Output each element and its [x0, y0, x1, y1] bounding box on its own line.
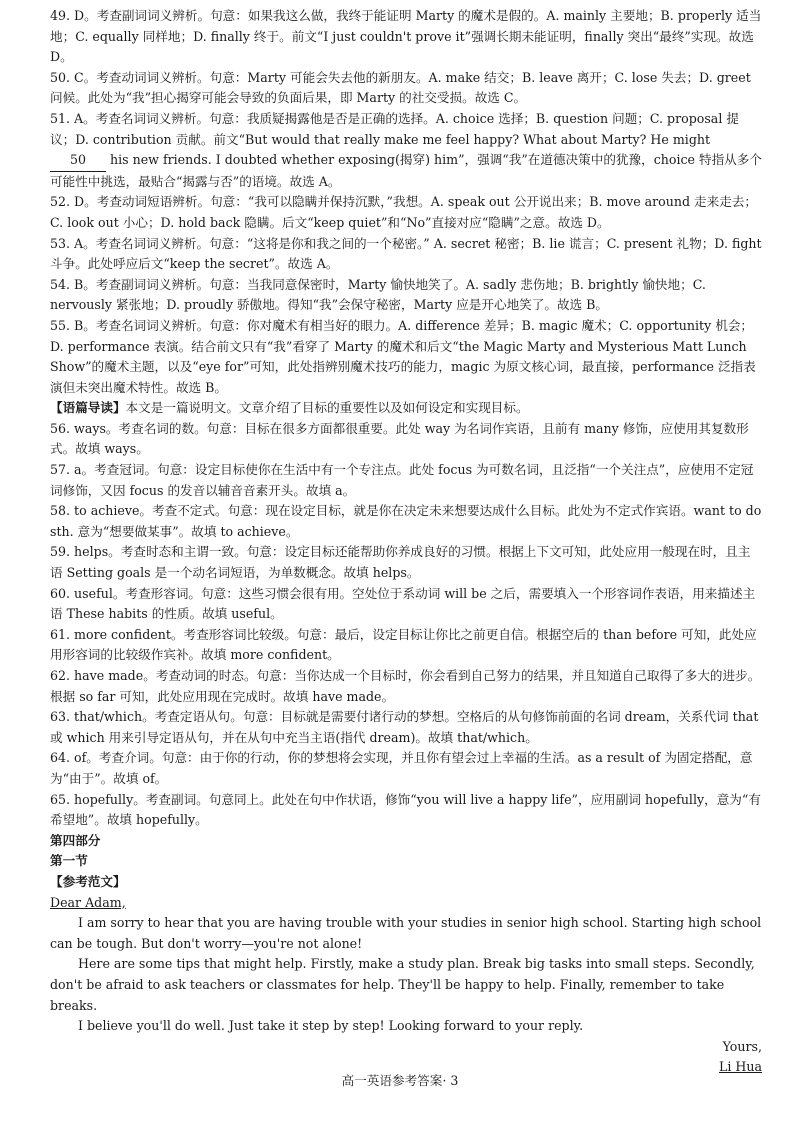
- letter-paragraph-2: Here are some tips that might help. Firstly, make a study plan. Break big tasks into small steps. Secondly, don't be afraid to ask teachers or classmates for help. They'll be happy to help. Finally, remember to take breaks.: [50, 956, 755, 1013]
- item-text: D。考查副词词义辨析。句意：如果我这么做，我终于能证明 Marty 的魔术是假的。A. mainly 主要地；B. properly 适当地；C. equally 同样地；D. finally 终于。前文“I just couldn't prove it”强调长期未能证明，finally 突出“最终”实现。故选 D。: [50, 8, 762, 65]
- item-text: A。考查名词词义辨析。句意：“这将是你和我之间的一个秘密。” A. secret 秘密；B. lie 谎言；C. present 礼物；D. fight 斗争。此处呼应后文“keep the secret”。故选 A。: [50, 235, 762, 272]
- item-text-after: his new friends. I doubted whether exposing(揭穿) him”，强调“我”在道德决策中的犹豫，choice 特指从多个可能性中挑选，最贴合“揭露与否”的语境。故选 A。: [50, 152, 762, 189]
- answer-item-49: [50, 6, 762, 68]
- item-text: useful。考查形容词。句意：这些习惯会很有用。空处位于系动词 will be 之后，需要填入一个形容词作表语，用来描述主语 These habits 的性质。故填 useful。: [50, 585, 756, 622]
- item-text: ways。考查名词的数。句意：目标在很多方面都很重要。此处 way 为名词作宾语，且前有 many 修饰，应使用其复数形式。故填 ways。: [50, 420, 749, 457]
- item-number: 54.: [50, 276, 71, 292]
- answer-page: [50, 6, 762, 1078]
- item-text: B。考查副词词义辨析。句意：当我同意保密时，Marty 愉快地笑了。A. sadly 悲伤地；B. brightly 愉快地；C. nervously 紧张地；D. proudly 骄傲地。得知“我”会保守秘密，Marty 应是开心地笑了。故选 B。: [50, 276, 706, 313]
- letter-paragraph-1: I am sorry to hear that you are having trouble with your studies in senior high school. Starting high school can be tough. But don't worry—you're not alone!: [50, 915, 762, 951]
- answer-item-62: [50, 666, 762, 707]
- item-number: 60.: [50, 585, 71, 601]
- item-text: that/which。考查定语从句。句意：目标就是需要付诸行动的梦想。空格后的从句修饰前面的名词 dream，关系代词 that 或 which 用来引导定语从句，并在从句中充当主语(指代 dream)。故填 that/which。: [50, 709, 759, 745]
- answer-list-2: [50, 419, 762, 831]
- item-number: 56.: [50, 420, 71, 436]
- item-number: 57.: [50, 462, 71, 478]
- answer-item-64: [50, 748, 762, 789]
- item-text: hopefully。考查副词。句意同上。此处在句中作状语，修饰“you will live a happy life”，应用副词 hopefully，意为“有希望地”。故填 hopefully。: [50, 791, 761, 828]
- section-heading: 第一节: [50, 853, 88, 869]
- answer-item-51: [50, 109, 762, 192]
- item-number: 61.: [50, 626, 71, 642]
- item-text: B。考查名词词义辨析。句意：你对魔术有相当好的眼力。A. difference 差异；B. magic 魔术；C. opportunity 机会；D. performance 表演。结合前文只有“我”看穿了 Marty 的魔术和后文“the Magic Marty and Mysterious Matt Lunch Show”的魔术主题，以及“eye for”可知，此处指辨别魔术技巧的能力，magic 为原文核心词，最直接，performance 泛指表演但未突出魔术特性。故选 B。: [50, 317, 756, 395]
- sample-letter: [50, 893, 762, 1078]
- letter-signature: Li Hua: [719, 1059, 762, 1075]
- page-footer: 高一英语参考答案· 3: [341, 1073, 459, 1088]
- item-text: A。考查名词词义辨析。句意：我质疑揭露他是否是正确的选择。A. choice 选择；B. question 问题；C. proposal 提议；D. contribution 贡献。前文“But would that really make me feel happy? What about Marty? He might: [50, 110, 739, 147]
- item-number: 62.: [50, 668, 71, 683]
- answer-item-50: [50, 68, 762, 109]
- guide-text: 本文是一篇说明文。文章介绍了目标的重要性以及如何设定和实现目标。: [125, 400, 529, 416]
- item-text: D。考查动词短语辨析。句意：“我可以隐瞒并保持沉默，”我想。A. speak out 公开说出来；B. move around 走来走去；C. look out 小心；D. hold back 隐瞒。后文“keep quiet”和“No”直接对应“隐瞒”之意。故选 D。: [50, 194, 758, 230]
- answer-item-56: [50, 419, 762, 460]
- item-text: have made。考查动词的时态。句意：当你达成一个目标时，你会看到自己努力的结果，并且知道自己取得了多大的进步。根据 so far 可知，此处应用现在完成时。故填 have made。: [50, 668, 761, 704]
- item-text: to achieve。考查不定式。句意：现在设定目标，就是你在决定未来想要达成什么目标。此处为不定式作宾语。want to do sth. 意为“想要做某事”。故填 to achieve。: [50, 503, 762, 539]
- item-text: more confident。考查形容词比较级。句意：最后，设定目标让你比之前更自信。根据空后的 than before 可知，此处应用形容词的比较级作宾补。故填 more confident。: [50, 626, 757, 663]
- item-number: 51.: [50, 110, 71, 126]
- item-text: helps。考查时态和主谓一致。句意：设定目标还能帮助你养成良好的习惯。根据上下文可知，此处应用一般现在时，且主语 Setting goals 是一个动名词短语，为单数概念。故填 helps。: [50, 544, 751, 581]
- item-text: C。考查动词词义辨析。句意：Marty 可能会失去他的新朋友。A. make 结交；B. leave 离开；C. lose 失去；D. greet 问候。此处为“我”担心揭穿可能会导致的负面后果，即 Marty 的社交受损。故选 C。: [50, 69, 751, 106]
- answer-item-59: [50, 542, 762, 583]
- answer-item-57: [50, 460, 762, 501]
- letter-greeting: Dear Adam,: [50, 894, 126, 910]
- answer-item-55: [50, 316, 762, 398]
- blank-50: 50: [50, 150, 106, 172]
- item-number: 58.: [50, 503, 71, 519]
- item-text: of。考查介词。句意：由于你的行动，你的梦想将会实现，并且你有望会过上幸福的生活。as a result of 为固定搭配，意为“由于”。故填 of。: [50, 750, 753, 786]
- item-number: 63.: [50, 709, 71, 725]
- answer-item-60: [50, 584, 762, 625]
- answer-item-63: [50, 707, 762, 748]
- sample-label: 【参考范文】: [50, 873, 126, 889]
- item-number: 53.: [50, 235, 71, 251]
- item-number: 49.: [50, 8, 71, 23]
- passage-guide: [50, 398, 762, 419]
- answer-item-54: [50, 275, 762, 316]
- item-number: 64.: [50, 750, 71, 766]
- letter-paragraph-3: I believe you'll do well. Just take it step by step! Looking forward to your reply.: [78, 1018, 584, 1034]
- answer-item-65: [50, 790, 762, 831]
- answer-item-53: [50, 234, 762, 275]
- answer-item-61: [50, 625, 762, 666]
- item-number: 52.: [50, 194, 71, 210]
- item-number: 50.: [50, 69, 71, 85]
- item-number: 55.: [50, 317, 71, 333]
- answer-list-1: [50, 6, 762, 398]
- item-text: a。考查冠词。句意：设定目标使你在生活中有一个专注点。此处 focus 为可数名词，且泛指“一个关注点”，应使用不定冠词修饰，又因 focus 的发音以辅音音素开头。故填 a。: [50, 462, 754, 498]
- answer-item-58: [50, 501, 762, 542]
- part-heading: 第四部分: [50, 832, 101, 848]
- letter-closing: Yours,: [722, 1038, 762, 1054]
- item-number: 59.: [50, 544, 71, 560]
- answer-item-52: [50, 192, 762, 233]
- guide-label: 【语篇导读】: [50, 400, 126, 416]
- item-number: 65.: [50, 791, 71, 807]
